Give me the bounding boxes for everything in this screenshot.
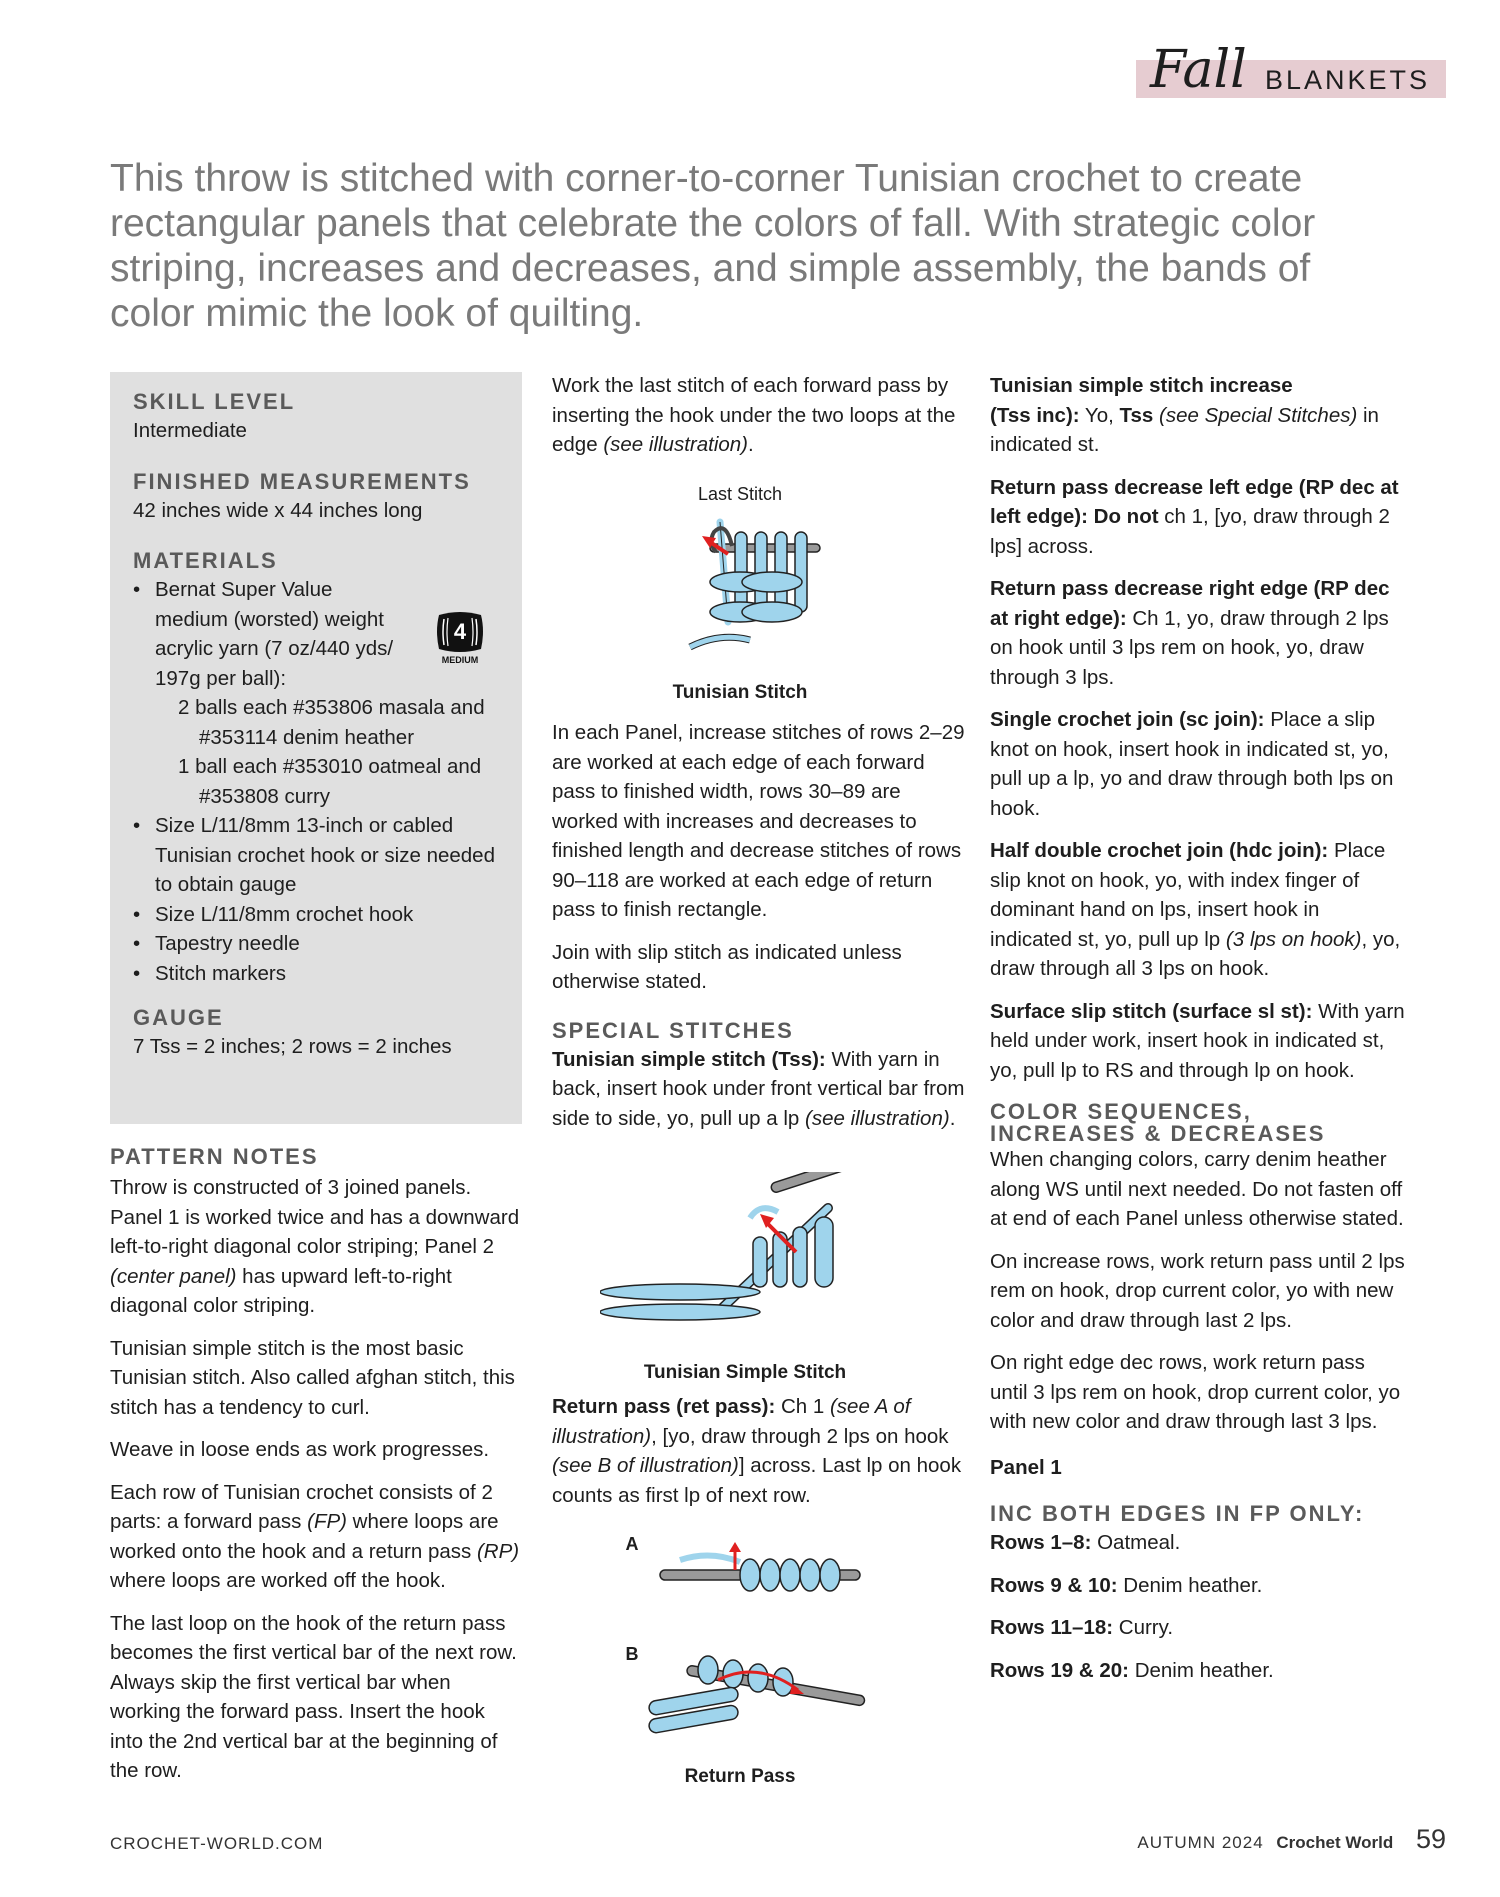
footer-season: AUTUMN 2024 bbox=[1137, 1833, 1264, 1852]
yarn-weight-label: MEDIUM bbox=[441, 655, 479, 665]
color-sequences-heading: COLOR SEQUENCES, INCREASES & DECREASES bbox=[990, 1099, 1326, 1146]
figure-return-b-label: B bbox=[625, 1644, 639, 1664]
yarn-color-2: #353114 denim heather bbox=[199, 725, 415, 749]
materials-heading: MATERIALS bbox=[133, 548, 278, 573]
hook-line-2: Tunisian crochet hook or size needed bbox=[155, 843, 495, 867]
yarn-line-4: 197g per ball): bbox=[155, 666, 287, 690]
intro-paragraph: This throw is stitched with corner-to-corner Tunisian crochet to create rectangular panels that celebrate the colors of fall. With strategic color striping, increases and decreases, and simple assembly, the bands of color mimic the look of quilting. bbox=[110, 157, 1316, 335]
figure-tunisian-stitch-caption: Tunisian Stitch bbox=[672, 682, 808, 703]
rows-1-8: Rows 1–8: Oatmeal. bbox=[990, 1531, 1181, 1554]
section-tag-fall: Fall bbox=[1150, 40, 1247, 100]
return-pass-b-illustration bbox=[648, 1630, 868, 1740]
pattern-notes bbox=[110, 1143, 522, 1799]
special-stitches-heading: SPECIAL STITCHES bbox=[552, 1017, 794, 1043]
tunisian-simple-stitch-illustration bbox=[600, 1172, 900, 1332]
tunisian-stitch-illustration bbox=[680, 512, 830, 662]
yarn-color-3: 1 ball each #353010 oatmeal and bbox=[178, 755, 482, 778]
yarn-color-1: 2 balls each #353806 masala and bbox=[178, 696, 485, 719]
yarn-line-2: medium (worsted) weight bbox=[155, 607, 384, 631]
hook-line-3: to obtain gauge bbox=[155, 873, 297, 896]
footer-magazine: Crochet World bbox=[1276, 1833, 1394, 1852]
tss-inc-paragraph: Tunisian simple stitch increase (Tss inc): Yo, Tss (see Special Stitches) in indicated st. bbox=[990, 374, 1379, 456]
last-stitch-paragraph: Work the last stitch of each forward pass by inserting the hook under the two loops at the edge (see illustration). bbox=[552, 374, 956, 456]
notes-paragraph-1: Throw is constructed of 3 joined panels. Panel 1 is worked twice and has a downward left-to-right diagonal color striping; Panel 2 (center panel) has upward left-to-right diagonal color striping. bbox=[110, 1176, 520, 1317]
join-paragraph: Join with slip stitch as indicated unless otherwise stated. bbox=[552, 940, 902, 993]
panel-1-heading: Panel 1 bbox=[990, 1455, 1062, 1479]
measurements-heading: FINISHED MEASUREMENTS bbox=[133, 468, 471, 494]
pattern-notes-heading: PATTERN NOTES bbox=[110, 1144, 319, 1169]
section-tag bbox=[1136, 40, 1446, 100]
return-pass-a-illustration bbox=[650, 1540, 870, 1610]
skill-heading: SKILL LEVEL bbox=[133, 389, 296, 414]
column-2 bbox=[552, 371, 966, 473]
gauge-value: 7 Tss = 2 inches; 2 rows = 2 inches bbox=[133, 1035, 452, 1058]
rows-19-20: Rows 19 & 20: Denim heather. bbox=[990, 1658, 1274, 1682]
materials-item-needle: • Tapestry needle bbox=[155, 929, 513, 959]
yarn-weight-number: 4 bbox=[453, 619, 467, 644]
figure-last-stitch-label: Last Stitch bbox=[697, 484, 783, 504]
color-paragraph-2: On increase rows, work return pass until 2 lps rem on hook, drop current color, yo with new color and draw through last 2 lps. bbox=[990, 1249, 1405, 1332]
gauge-heading: GAUGE bbox=[133, 1005, 224, 1030]
notes-paragraph-3: Weave in loose ends as work progresses. bbox=[110, 1438, 490, 1461]
figure-tunisian-simple-stitch-caption: Tunisian Simple Stitch bbox=[643, 1362, 847, 1383]
sc-join-paragraph: Single crochet join (sc join): Place a slip knot on hook, insert hook in indicated st, yo, pull up a lp, yo and draw through both lps on hook. bbox=[990, 708, 1394, 820]
page-number: 59 bbox=[1415, 1824, 1446, 1854]
notes-paragraph-2: Tunisian simple stitch is the most basic Tunisian stitch. Also called afghan stitch, this stitch has a tendency to curl. bbox=[110, 1336, 515, 1419]
footer-issue bbox=[1137, 1824, 1446, 1855]
yarn-weight-icon bbox=[433, 605, 487, 665]
figure-return-a-label: A bbox=[625, 1534, 639, 1554]
materials-item-markers: • Stitch markers bbox=[155, 959, 513, 989]
measurements-value: 42 inches wide x 44 inches long bbox=[133, 498, 423, 522]
color-paragraph-1: When changing colors, carry denim heather along WS until next needed. Do not fasten off at end of each Panel unless otherwise stated. bbox=[990, 1148, 1404, 1230]
skill-value: Intermediate bbox=[133, 419, 247, 442]
yarn-line-3: acrylic yarn (7 oz/440 yds/ bbox=[155, 637, 394, 660]
column-2-bottom bbox=[552, 1392, 966, 1523]
column-2-middle bbox=[552, 718, 966, 1146]
hook-line-1: • Size L/11/8mm 13-inch or cabled bbox=[155, 814, 454, 837]
surface-slip-paragraph: Surface slip stitch (surface sl st): With yarn held under work, insert hook in indicated st, yo, pull lp to RS and through lp on hook. bbox=[990, 999, 1405, 1082]
inc-both-edges-heading: INC BOTH EDGES IN FP ONLY: bbox=[990, 1501, 1365, 1526]
rp-dec-left-paragraph: Return pass decrease left edge (RP dec at left edge): Do not ch 1, [yo, draw through 2 lps] across. bbox=[990, 475, 1399, 558]
return-pass-paragraph: Return pass (ret pass): Ch 1 (see A of illustration), [yo, draw through 2 lps on hook (see B of illustration)] across. Last lp on hook counts as first lp of next row. bbox=[552, 1395, 962, 1507]
rows-11-18: Rows 11–18: Curry. bbox=[990, 1616, 1174, 1639]
materials-item-crochet-hook: • Size L/11/8mm crochet hook bbox=[155, 900, 513, 930]
column-3 bbox=[990, 371, 1405, 1698]
yarn-line-1: • Bernat Super Value bbox=[155, 578, 333, 601]
materials-box-content bbox=[133, 388, 513, 1078]
hdc-join-paragraph: Half double crochet join (hdc join): Place slip knot on hook, yo, with index finger of dominant hand on lps, insert hook in indicated st, yo, pull up lp (3 lps on hook), yo, draw through all 3 lps on hook. bbox=[990, 839, 1401, 980]
figure-return-pass-caption: Return Pass bbox=[684, 1766, 796, 1787]
notes-paragraph-4: Each row of Tunisian crochet consists of 2 parts: a forward pass (FP) where loops are worked onto the hook and a return pass (RP) where loops are worked off the hook. bbox=[110, 1480, 520, 1592]
panel-increase-paragraph: In each Panel, increase stitches of rows 2–29 are worked at each edge of each forward pass to finished width, rows 30–89 are worked with increases and decreases to finished length and decrease stitches of rows 90–118 are worked at each edge of return pass to finish rectangle. bbox=[552, 721, 965, 921]
tss-paragraph: Tunisian simple stitch (Tss): With yarn in back, insert hook under front vertical bar from side to side, yo, pull up a lp (see illustration). bbox=[552, 1047, 965, 1130]
section-tag-blankets: BLANKETS bbox=[1264, 65, 1430, 95]
rows-9-10: Rows 9 & 10: Denim heather. bbox=[990, 1573, 1263, 1597]
materials-item-hook bbox=[155, 811, 513, 900]
color-paragraph-3: On right edge dec rows, work return pass until 3 lps rem on hook, drop current color, yo with new color and draw through last 3 lps. bbox=[990, 1351, 1401, 1433]
rp-dec-right-paragraph: Return pass decrease right edge (RP dec at right edge): Ch 1, yo, draw through 2 lps on hook until 3 lps rem on hook, yo, draw through 3 lps. bbox=[990, 577, 1390, 689]
yarn-color-4: #353808 curry bbox=[199, 784, 331, 808]
notes-paragraph-5: The last loop on the hook of the return pass becomes the first vertical bar of the next row. Always skip the first vertical bar when working the forward pass. Insert the hook into the 2nd vertical bar at the beginning of the row. bbox=[110, 1611, 517, 1782]
footer-website: CROCHET-WORLD.COM bbox=[110, 1834, 324, 1853]
